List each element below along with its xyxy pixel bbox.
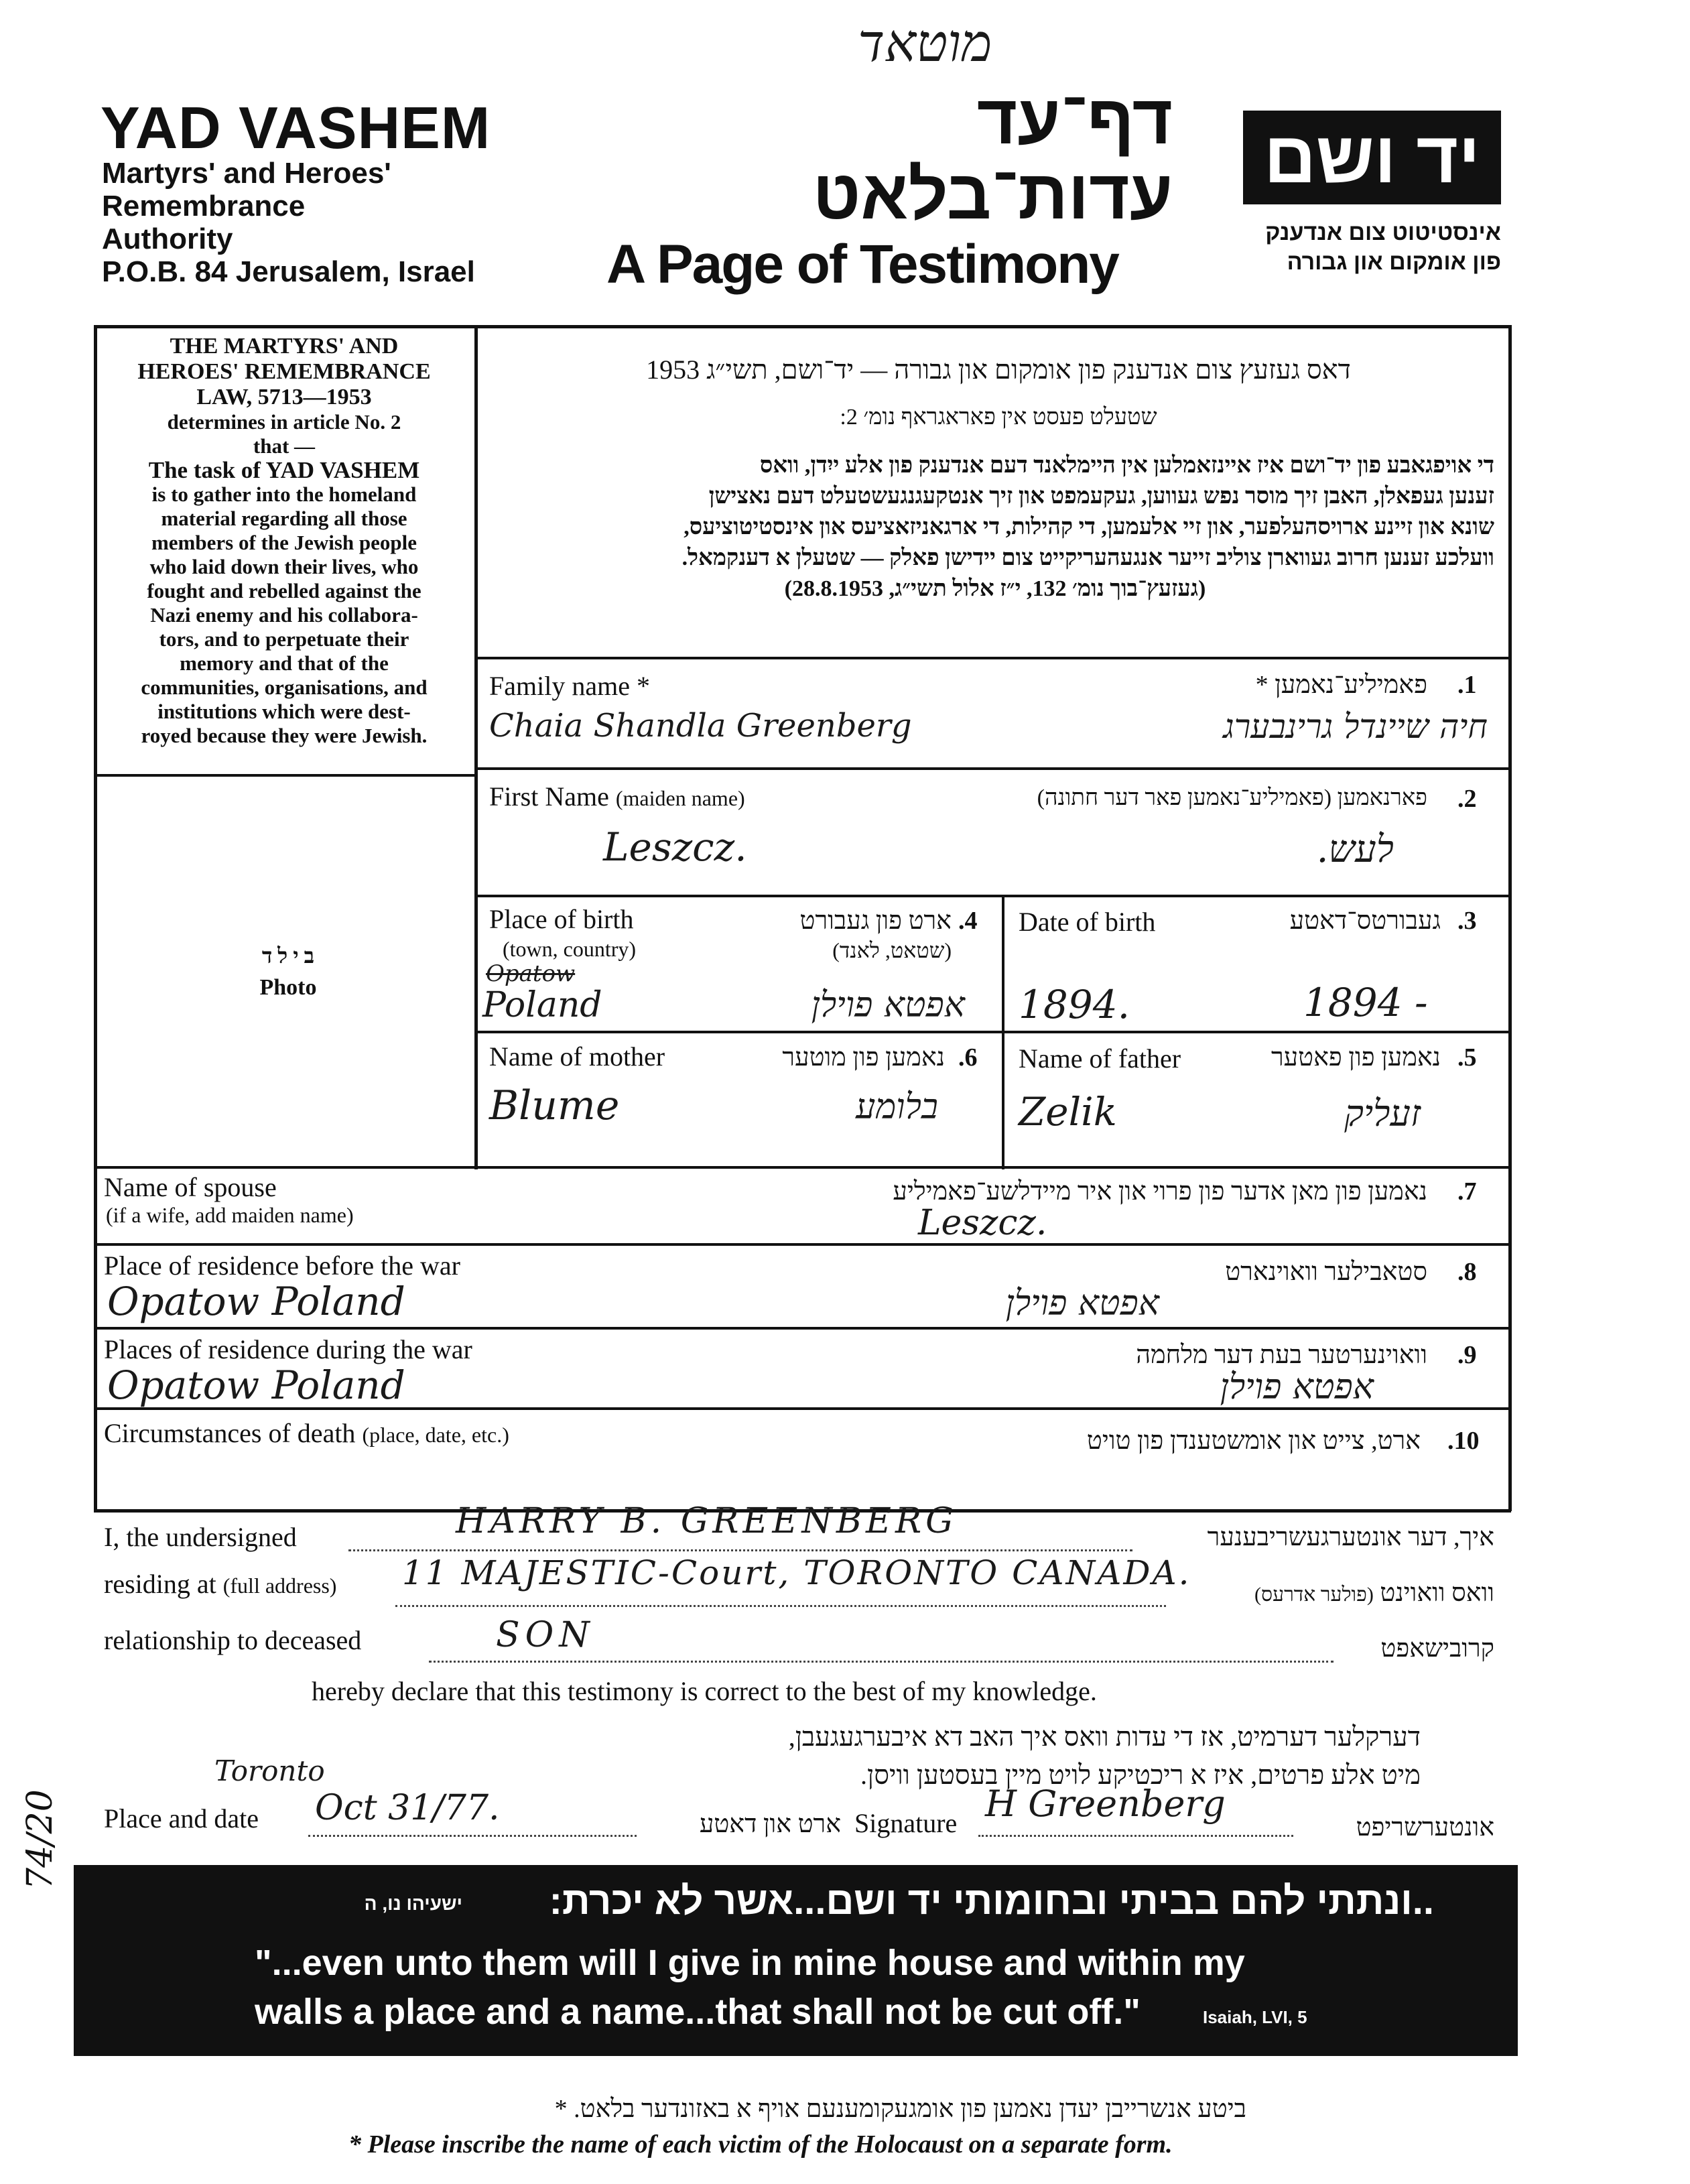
mother-heb-label: נאמען פון מוטער [782,1043,945,1072]
form-left-border [94,325,97,1511]
father-heb-value: זעליק [1344,1092,1421,1135]
place-of-birth-heb-sub: (שטאט, לאנד) [832,938,952,962]
first-name-label-text: First Name [489,781,609,812]
undersigned-label: I, the undersigned [104,1522,297,1552]
family-name-heb-value: חיה שיינדל גרינבערג [1223,707,1488,746]
date-of-birth-value-2: 1894 - [1303,980,1428,1025]
spouse-sub: (if a wife, add maiden name) [106,1203,354,1227]
footer-en: * Please inscribe the name of each victim of the Holocaust on a separate form. [348,2130,1173,2159]
family-name-heb-label: פאמיליע־נאמען * [1255,671,1427,699]
family-name-label: Family name * [489,671,650,701]
law-text-line: royed because they were Jewish. [141,724,428,747]
death-label-text: Circumstances of death [104,1418,356,1448]
form-top-border [94,325,1511,328]
residence-before-heb-label: סטאבילער וואוינארט [1225,1258,1427,1286]
spouse-label: Name of spouse [104,1172,277,1202]
top-handwritten-note: מוטאד [858,13,992,74]
residence-during-label: Places of residence during the war [104,1334,472,1364]
yiddish-law-line: די אויפגאבע פון יד־ושם איז איינזאמלען אין היימלאנד דעם אנדענק פון אלע ייִדן, וואס [759,453,1494,478]
first-name-value: Leszcz. [603,824,747,870]
left-column-divider [474,325,478,1169]
law-text-line: that — [253,434,316,458]
side-number: 74/20 [20,1789,60,1890]
law-text-line: institutions which were dest- [157,700,411,723]
rule [474,767,1512,770]
mother-heb-value: בלומע [856,1087,938,1127]
law-box-bottom [94,774,476,777]
first-name-heb-label: פארנאמען (פאמיליע־נאמען פאר דער חתונה) [1037,785,1427,810]
residing-label-note: (full address) [222,1573,337,1598]
residence-before-value: Opatow Poland [107,1279,405,1324]
first-name-label [489,781,745,812]
date-of-birth-num: .3 [1457,907,1477,935]
photo-label: Photo [259,975,317,1000]
rule [474,657,1512,659]
signature-label: Signature [854,1808,958,1838]
residence-before-num: .8 [1457,1258,1477,1286]
yiddish-law-subheading: שטעלט פעסט אין פאראגראף נומ׳ 2: [840,405,1157,430]
footer-heb: ביטע אנשרייבן יעדן נאמען פון אומגעקומענעם אויף א באזונדער בלאט. * [554,2095,1246,2123]
banner-heb-quote: ..ונתתי להם בביתי ובחומותי יד ושם...אשר לא יכרת: [549,1879,1434,1923]
date-value: Oct 31/77. [315,1788,500,1828]
undersigned-heb-label: איך, דער אונטערגעשריבענער [1207,1523,1494,1551]
place-value: Toronto [214,1754,325,1787]
place-of-birth-sub: (town, country) [503,937,637,961]
law-text-line: fought and rebelled against the [147,579,421,602]
spouse-heb-label: נאמען פון מאן אדער פון פרוי און איר מיידלשע־פאמיליע [893,1177,1427,1206]
place-of-birth-num: .4 [958,907,978,935]
father-value: Zelik [1019,1089,1117,1135]
death-heb-label: ארט, צייט און אומשטענדן פון טויט [1086,1427,1421,1455]
place-of-birth-struck: Opatow [486,960,576,987]
logo-text: יד ושם [1264,117,1480,198]
org-line1: Martyrs' and Heroes' [102,157,391,190]
first-name-num: .2 [1457,785,1477,813]
date-of-birth-value: 1894. [1019,982,1130,1027]
banner-heb-ref: ישעיהו נו, ה [364,1893,462,1914]
logo-subtitle-2: פון אומקום און גבורה [1287,249,1501,275]
law-text-line: Nazi enemy and his collabora- [150,603,418,627]
rule [1002,895,1004,1169]
residing-line [395,1605,1166,1607]
rule [94,1327,1511,1330]
family-name-value: Chaia Shandla Greenberg [489,707,912,745]
first-name-heb-value: לעש. [1316,828,1394,871]
footer-heb-text: ביטע אנשרייבן יעדן נאמען פון אומגעקומענעם אויף א באזונדער בלאט. [574,2095,1246,2123]
scripture-banner [74,1865,1518,2056]
family-name-num: .1 [1457,671,1477,699]
rule [94,1243,1511,1246]
date-of-birth-label: Date of birth [1019,907,1156,937]
form-right-border [1508,325,1512,1511]
death-num: .10 [1447,1427,1480,1455]
residence-before-heb-value: אפטא פוילן [1005,1283,1159,1324]
law-text-line: communities, organisations, and [141,676,428,699]
signature-line [978,1835,1293,1837]
mother-num: .6 [958,1043,978,1072]
residing-heb-label [1173,1578,1494,1608]
death-label [104,1417,509,1449]
law-title-1: THE MARTYRS' AND [170,334,399,359]
declaration-text: hereby declare that this testimony is correct to the best of my knowledge. [312,1676,1097,1706]
mother-label: Name of mother [489,1041,665,1072]
org-line2: Remembrance [102,190,306,222]
father-label: Name of father [1019,1043,1181,1074]
law-title-2: HEROES' REMEMBRANCE [137,359,431,384]
father-num: .5 [1457,1043,1477,1072]
undersigned-line [348,1549,1132,1551]
law-text-line: determines in article No. 2 [167,410,401,434]
yiddish-law-line: זענען געפאלן, האבן זיך מוסר נפש געווען, געקעמפט און זיך אנטקעגנגעשטעלט דעם נאצישן [708,484,1494,509]
law-box [101,334,468,748]
law-text-line: The task of YAD VASHEM [148,457,420,483]
law-text-line: material regarding all those [161,507,407,530]
first-name-label-note: (maiden name) [615,786,745,810]
law-text-line: members of the Jewish people [151,531,417,554]
law-text-line: is to gather into the homeland [151,483,417,506]
place-of-birth-heb-label: ארט פון געבורט [799,907,952,935]
org-address: P.O.B. 84 Jerusalem, Israel [102,255,475,288]
death-label-sub: (place, date, etc.) [362,1423,509,1447]
page-title: A Page of Testimony [606,234,1118,295]
signature-value: H Greenberg [985,1783,1226,1825]
yiddish-law-heading: דאס געזעץ צום אנדענק פון אומקום און גבורה — יד־ושם, תשי״ג 1953 [646,355,1351,385]
place-date-line [308,1835,637,1837]
photo-heb-label: ב י ל ד [261,944,315,968]
signature-heb-label: אונטערשריפט [1356,1813,1494,1842]
place-date-label: Place and date [104,1803,259,1834]
logo-subtitle-1: אינסטיטוט צום אנדענק [1265,220,1501,245]
relationship-line [429,1661,1334,1663]
residence-before-label: Place of residence before the war [104,1250,460,1281]
banner-line-1: "...even unto them will I give in mine house and within my [255,1943,1245,1983]
banner-line-2: walls a place and a name...that shall not be cut off." [255,1992,1141,2032]
declaration-heb-2: מיט אלע פרטים, איז א ריכטיקע לויט מיין בעסטען וויסן. [860,1760,1421,1790]
rule [474,1031,1512,1033]
declaration-heb-1: דערקלער דערמיט, אז די עדות וואס איך האב דא איבערגעגעבן, [788,1722,1421,1752]
residing-label [104,1568,336,1600]
place-of-birth-heb-value: אפטא פוילן [811,985,965,1025]
relationship-heb-label: קרובישאפט [1380,1634,1494,1663]
place-of-birth-label: Place of birth [489,904,634,934]
residing-value: 11 MAJESTIC-Court, TORONTO CANADA. [402,1553,1191,1592]
yiddish-law-line: שונא און זיינע ארויסהעלפער, און זיי אלעמען, די קהילות, די ארגאניזאציעס און אינסטיטוציעס, [684,515,1494,539]
residence-during-heb-value: אפטא פוילן [1220,1367,1374,1407]
residing-heb-text: וואס וואוינט [1380,1579,1494,1607]
law-text-line: memory and that of the [180,651,389,675]
rule [94,1166,1511,1169]
law-title-3: LAW, 5713—1953 [196,385,372,409]
yiddish-law-body [496,450,1494,604]
residence-during-num: .9 [1457,1341,1477,1369]
org-name: YAD VASHEM [101,94,491,161]
place-of-birth-value: Poland [482,985,602,1025]
banner-ref: Isaiah, LVI, 5 [1203,2007,1307,2027]
hebrew-title-1: דף־עד [976,81,1173,159]
rule [474,895,1512,897]
spouse-value: Leszcz. [918,1203,1047,1243]
relationship-label: relationship to deceased [104,1625,362,1655]
father-heb-label: נאמען פון פאטער [1271,1043,1441,1072]
residence-during-heb-label: וואוינערטער בעת דער מלחמה [1136,1341,1427,1369]
org-line3: Authority [102,222,233,255]
residing-heb-note: (פולער אדרעס) [1254,1584,1374,1606]
yiddish-law-line: וועלכע זענען חרוב געווארן צוליב זייער אנגעהעריקייט צום יידישן פאלק — שטעלן א דענקמאל. [681,545,1494,570]
yiddish-law-line: (געזעץ־בוך נומ׳ 132, י״ז אלול תשי״ג, 28.8.1953) [784,576,1206,601]
residing-label-text: residing at [104,1569,216,1599]
residence-during-value: Opatow Poland [107,1362,405,1408]
spouse-num: .7 [1457,1177,1477,1206]
yad-vashem-logo [1243,111,1501,204]
undersigned-value: HARRY B. GREENBERG [456,1501,958,1541]
footer-en-text: Please inscribe the name of each victim of the Holocaust on a separate form. [367,2130,1173,2159]
law-text-line: tors, and to perpetuate their [159,627,409,651]
mother-value: Blume [489,1082,620,1129]
date-of-birth-heb-label: געבורטס־דאטע [1289,907,1441,935]
law-text-line: who laid down their lives, who [149,555,419,578]
hebrew-title-2: עדות־בלאט [812,156,1173,234]
place-date-heb-label: ארט און דאטע [699,1810,841,1838]
relationship-value: SON [496,1615,595,1655]
